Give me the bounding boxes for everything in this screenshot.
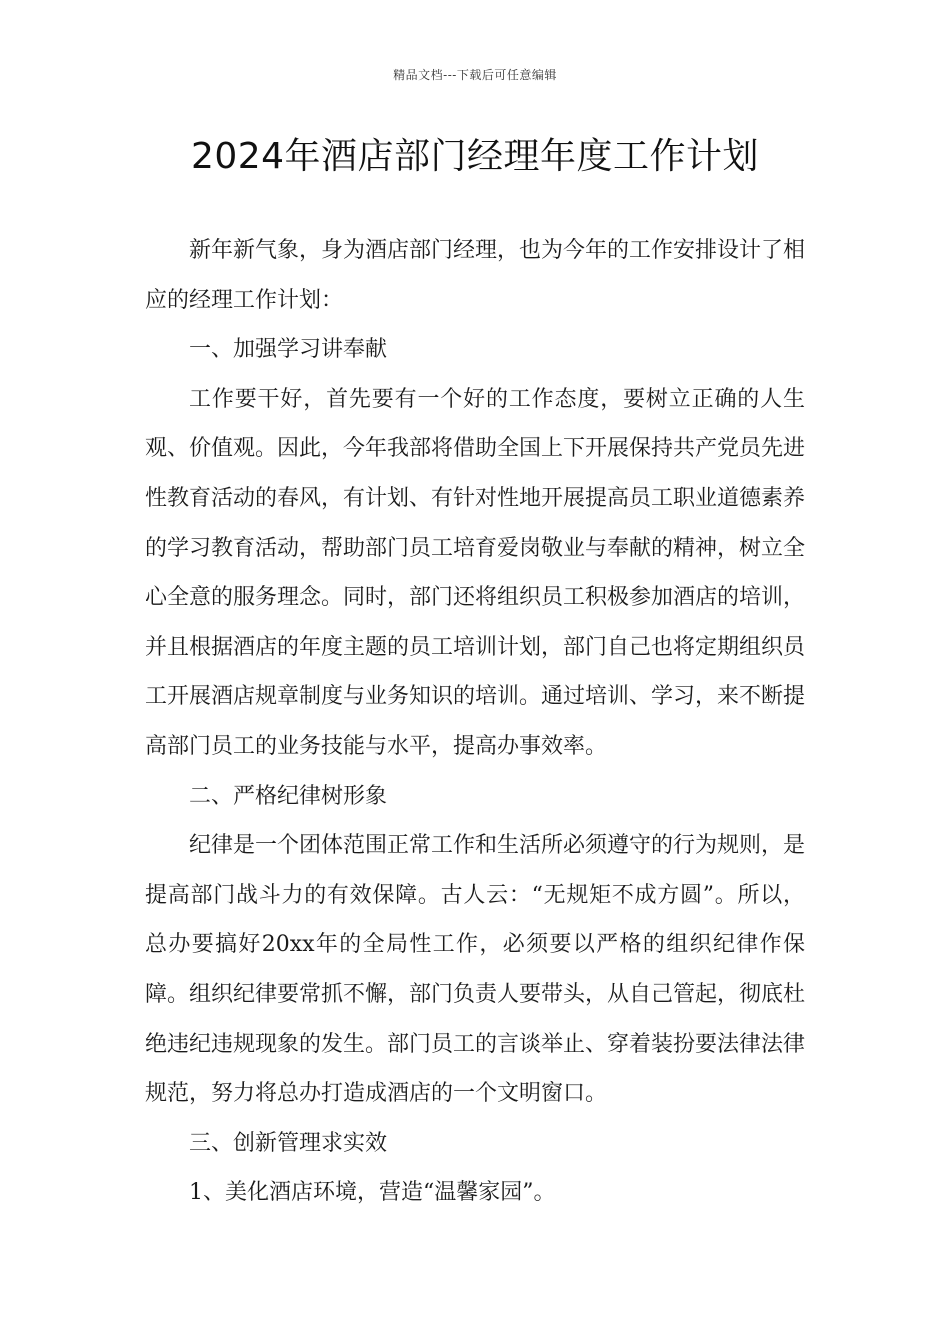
list-item-1: 1、美化酒店环境，营造“温馨家园”。 (189, 1180, 556, 1206)
body-paragraph-1: 工作要干好，首先要有一个好的工作态度，要树立正确的人生观、价值观。因此，今年我部将借助全国上下开展保持共产党员先进性教育活动的春风，有计划、有针对性地开展提高员工职业道德素养的学习教育活动，帮助部门员工培育爱岗敬业与奉献的精神，树立全心全意的服务理念。同时，部门还将组织员工积极参加酒店的培训，并且根据酒店的年度主题的员工培训计划，部门自己也将定期组织员工开展酒店规章制度与业务知识的培训。通过培训、学习，来不断提高部门员工的业务技能与水平，提高办事效率。 (145, 386, 806, 759)
document-title: 2024年酒店部门经理年度工作计划 (190, 136, 760, 177)
section-heading-3: 三、创新管理求实效 (189, 1130, 388, 1156)
header-note: 精品文档---下载后可任意编辑 (393, 68, 557, 82)
body-paragraph-2: 纪律是一个团体范围正常工作和生活所必须遵守的行为规则，是提高部门战斗力的有效保障。古人云：“无规矩不成方圆”。所以，总办要搞好20xx年的全局性工作，必须要以严格的组织纪律作保障。组织纪律要常抓不懈，部门负责人要带头，从自己管起，彻底杜绝违纪违规现象的发生。部门员工的言谈举止、穿着装扮要法律法律规范，努力将总办打造成酒店的一个文明窗口。 (145, 833, 806, 1107)
document-body (145, 226, 805, 1218)
section-heading-2: 二、严格纪律树形象 (189, 783, 388, 809)
section-heading-1: 一、加强学习讲奉献 (189, 337, 388, 363)
intro-paragraph: 新年新气象，身为酒店部门经理，也为今年的工作安排设计了相应的经理工作计划： (145, 238, 806, 313)
